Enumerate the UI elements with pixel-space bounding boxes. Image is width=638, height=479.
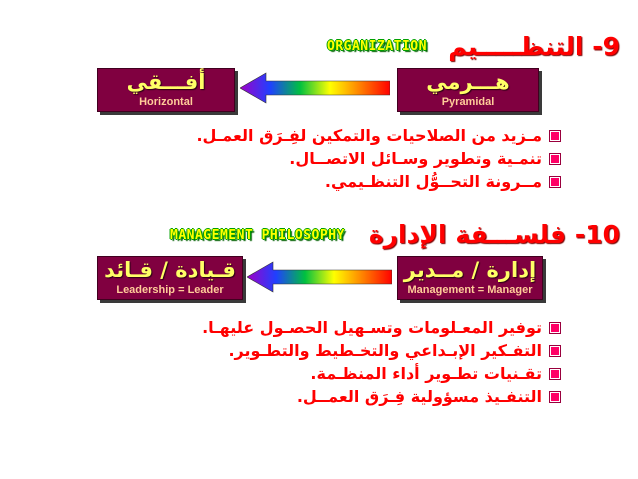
section1-right-box xyxy=(397,68,539,112)
section1-heading: 9- التنظـــــيم xyxy=(448,32,620,61)
list-item: مـزيد من الصلاحيات والتمكين لفِـرَق العمـل. xyxy=(196,124,560,147)
section2-left-box xyxy=(97,256,243,300)
list-item: تنمـية وتطوير وسـائل الاتصــال. xyxy=(196,147,560,170)
rainbow-arrow-left-icon xyxy=(247,261,392,293)
section1-english-heading: ORGANIZATION xyxy=(327,39,427,54)
section1-right-box-arabic: هـــرمي xyxy=(426,70,510,94)
section2-left-box-arabic: قـيادة / قـائد xyxy=(104,258,236,282)
list-item: التفـكير الإبـداعي والتخـطيط والتطـوير. xyxy=(202,339,560,362)
section1-bullet-list xyxy=(196,124,560,193)
bullet-square-icon xyxy=(550,177,560,187)
section2-bullet-list xyxy=(202,316,560,408)
section1-left-box-arabic: أفـــقي xyxy=(126,70,206,94)
list-item: تقـنيات تطـوير أداء المنظـمة. xyxy=(202,362,560,385)
list-item: التنفـيذ مسؤولية فِـرَق العمــل. xyxy=(202,385,560,408)
bullet-square-icon xyxy=(550,323,560,333)
section2-right-box-english: Management = Manager xyxy=(407,284,533,296)
section1-left-box xyxy=(97,68,235,112)
bullet-square-icon xyxy=(550,392,560,402)
rainbow-arrow-left-icon xyxy=(240,72,390,104)
section2-left-box-english: Leadership = Leader xyxy=(116,284,224,296)
section1-left-box-english: Horizontal xyxy=(139,96,193,108)
list-item: توفير المعـلومات وتسـهيل الحصـول عليهـا. xyxy=(202,316,560,339)
section2-right-box xyxy=(397,256,543,300)
bullet-square-icon xyxy=(550,346,560,356)
list-item: مــرونة التحــوُّل التنظـيمي. xyxy=(196,170,560,193)
section2-heading: 10- فلســـفة الإدارة xyxy=(368,220,620,249)
section2-english-heading: MANAGEMENT PHILOSOPHY xyxy=(170,228,345,243)
bullet-square-icon xyxy=(550,154,560,164)
section1-right-box-english: Pyramidal xyxy=(441,96,495,108)
section2-right-box-arabic: إدارة / مــدير xyxy=(403,258,537,282)
bullet-square-icon xyxy=(550,369,560,379)
bullet-square-icon xyxy=(550,131,560,141)
